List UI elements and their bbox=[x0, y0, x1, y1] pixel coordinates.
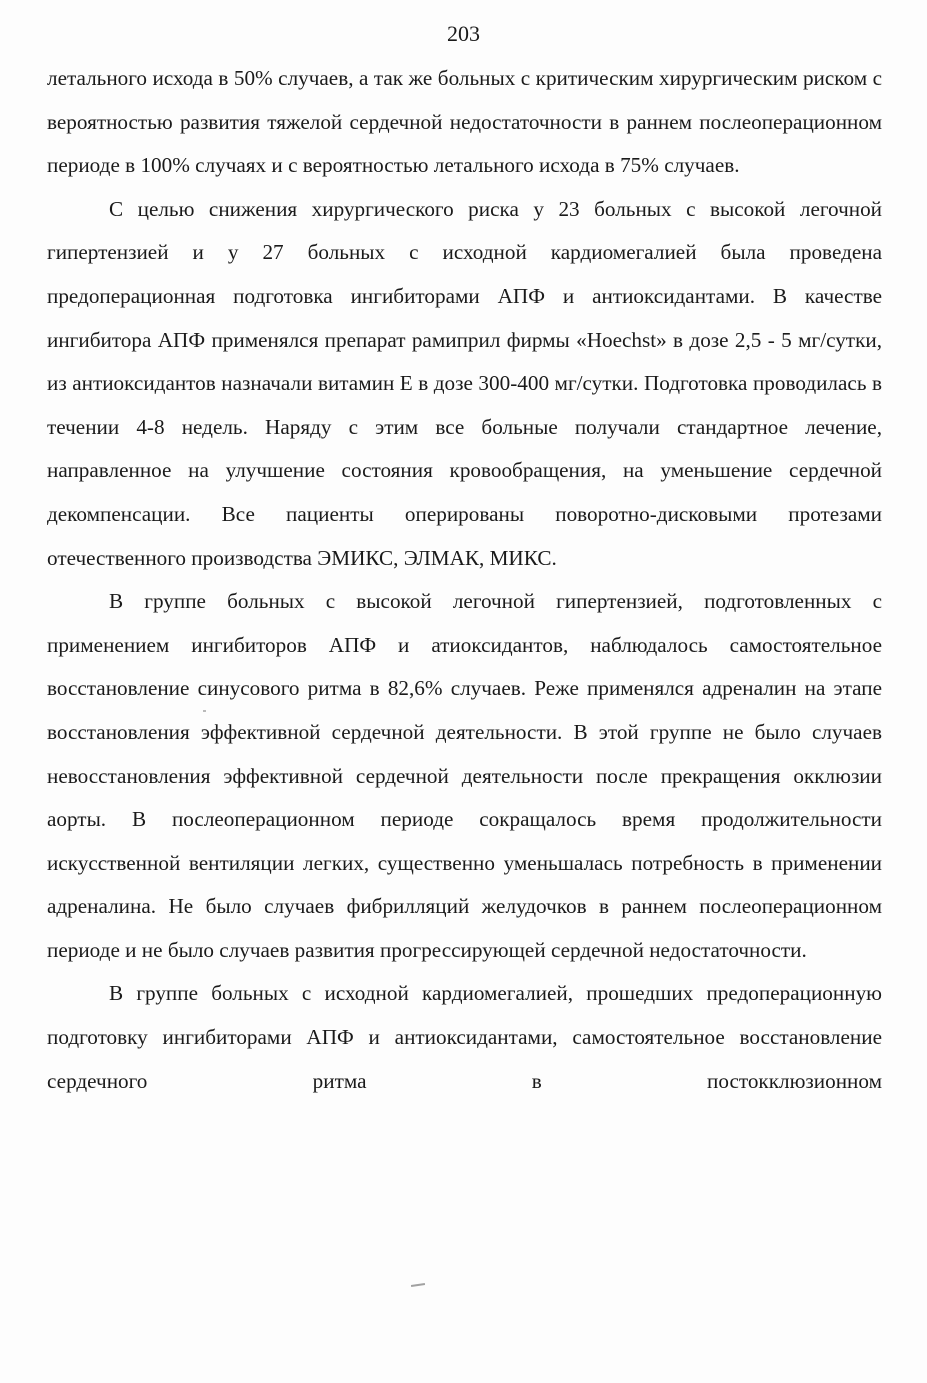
scan-artifact-mark bbox=[411, 1283, 425, 1287]
paragraph-pulmonary-hypertension-group: В группе больных с высокой легочной гипертензией, подготовленных с применением ингибиторов АПФ и атиоксидантов, наблюдалось самостоятельное восстановление синусового ритма в 82,6% случаев. Реже применялся адреналин на этапе восстановления эффективной сердечной деятельности. В этой группе не было случаев невосстановления эффективной сердечной деятельности после прекращения окклюзии аорты. В послеоперационном периоде сокращалось время продолжительности искусственной вентиляции легких, существенно уменьшалась потребность в применении адреналина. Не было случаев фибрилляций желудочков в раннем послеоперационном периоде и не было случаев развития прогрессирующей сердечной недостаточности. bbox=[47, 589, 882, 962]
scan-artifact-dot bbox=[203, 710, 206, 712]
paragraph-continuation: летального исхода в 50% случаев, а так же больных с критическим хирургическим риском с вероятностью развития тяжелой сердечной недостаточности в раннем послеоперационном периоде в 100% случаях и с вероятностью летального исхода в 75% случаев. bbox=[47, 66, 882, 178]
page-number: 203 bbox=[447, 21, 480, 46]
body-text bbox=[47, 57, 882, 1103]
paragraph-cardiomegaly-group: В группе больных с исходной кардиомегалией, прошедших предоперационную подготовку ингибиторами АПФ и антиоксидантами, самостоятельное восстановление сердечного ритма в постокклюзионном bbox=[47, 981, 882, 1093]
paragraph-preoperative-preparation: С целью снижения хирургического риска у 23 больных с высокой легочной гипертензией и у 27 больных с исходной кардиомегалией была проведена предоперационная подготовка ингибиторами АПФ и антиоксидантами. В качестве ингибитора АПФ применялся препарат рамиприл фирмы «Hoechst» в дозе 2,5 - 5 мг/сутки, из антиоксидантов назначали витамин Е в дозе 300-400 мг/сутки. Подготовка проводилась в течении 4-8 недель. Наряду с этим все больные получали стандартное лечение, направленное на улучшение состояния кровообращения, на уменьшение сердечной декомпенсации. Все пациенты оперированы поворотно-дисковыми протезами отечественного производства ЭМИКС, ЭЛМАК, МИКС. bbox=[47, 196, 882, 570]
